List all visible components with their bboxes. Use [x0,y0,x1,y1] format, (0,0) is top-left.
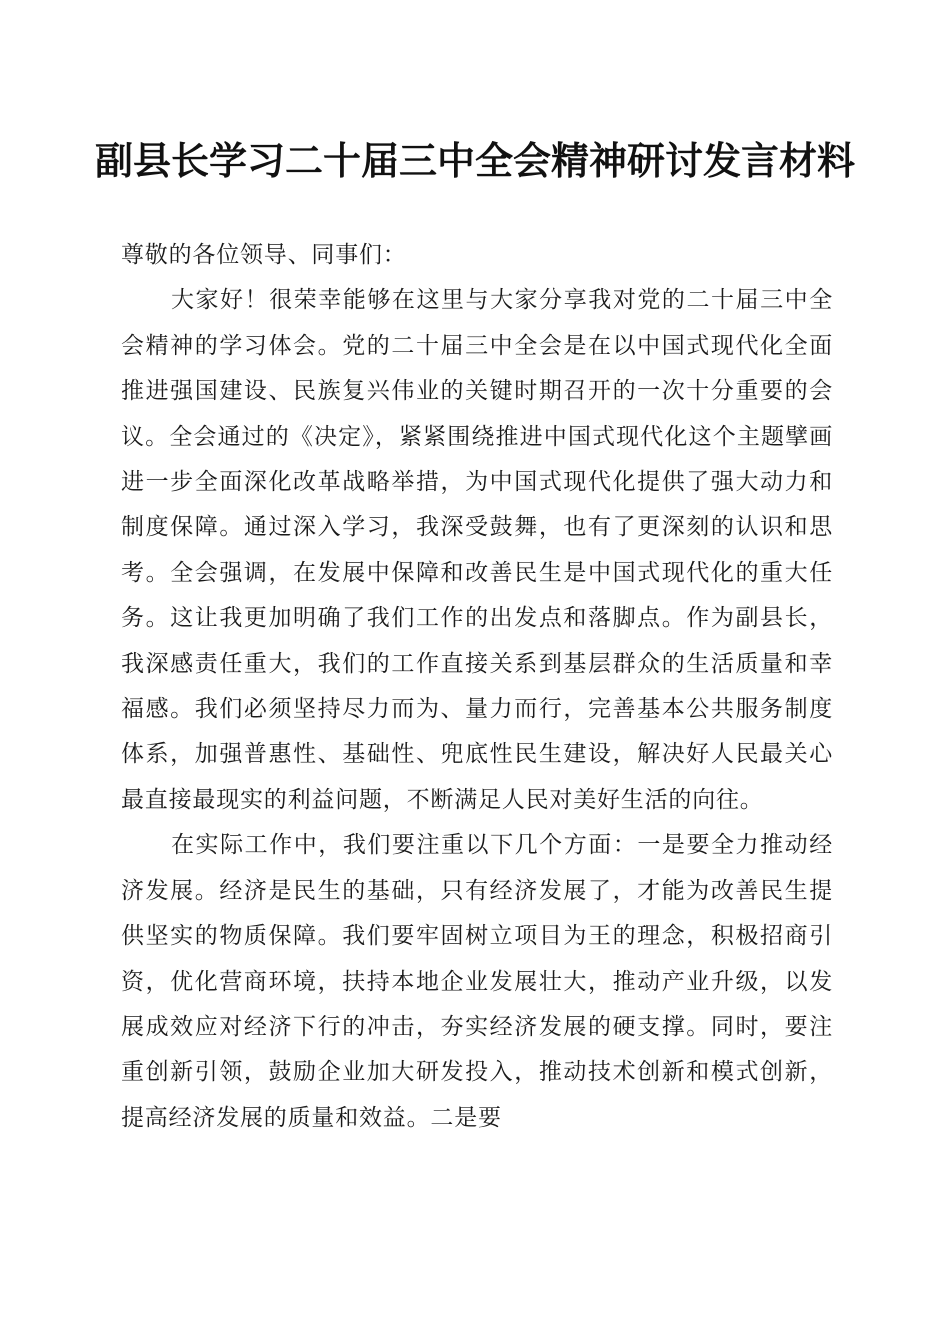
document-body [121,233,833,1141]
paragraph-2: 在实际工作中，我们要注重以下几个方面：一是要全力推动经济发展。经济是民生的基础，只有经济发展了，才能为改善民生提供坚实的物质保障。我们要牢固树立项目为王的理念，积极招商引资，优化营商环境，扶持本地企业发展壮大，推动产业升级，以发展成效应对经济下行的冲击，夯实经济发展的硬支撑。同时，要注重创新引领，鼓励企业加大研发投入，推动技术创新和模式创新，提高经济发展的质量和效益。二是要 [121,832,833,1131]
salutation: 尊敬的各位领导、同事们： [121,242,407,268]
document-title: 副县长学习二十届三中全会精神研讨发言材料 [94,138,855,183]
paragraph-1: 大家好！很荣幸能够在这里与大家分享我对党的二十届三中全会精神的学习体会。党的二十届三中全会是在以中国式现代化全面推进强国建设、民族复兴伟业的关键时期召开的一次十分重要的会议。全会通过的《决定》，紧紧围绕推进中国式现代化这个主题擘画进一步全面深化改革战略举措，为中国式现代化提供了强大动力和制度保障。通过深入学习，我深受鼓舞，也有了更深刻的认识和思考。全会强调，在发展中保障和改善民生是中国式现代化的重大任务。这让我更加明确了我们工作的出发点和落脚点。作为副县长，我深感责任重大，我们的工作直接关系到基层群众的生活质量和幸福感。我们必须坚持尽力而为、量力而行，完善基本公共服务制度体系，加强普惠性、基础性、兜底性民生建设，解决好人民最关心最直接最现实的利益问题，不断满足人民对美好生活的向往。 [121,287,833,813]
